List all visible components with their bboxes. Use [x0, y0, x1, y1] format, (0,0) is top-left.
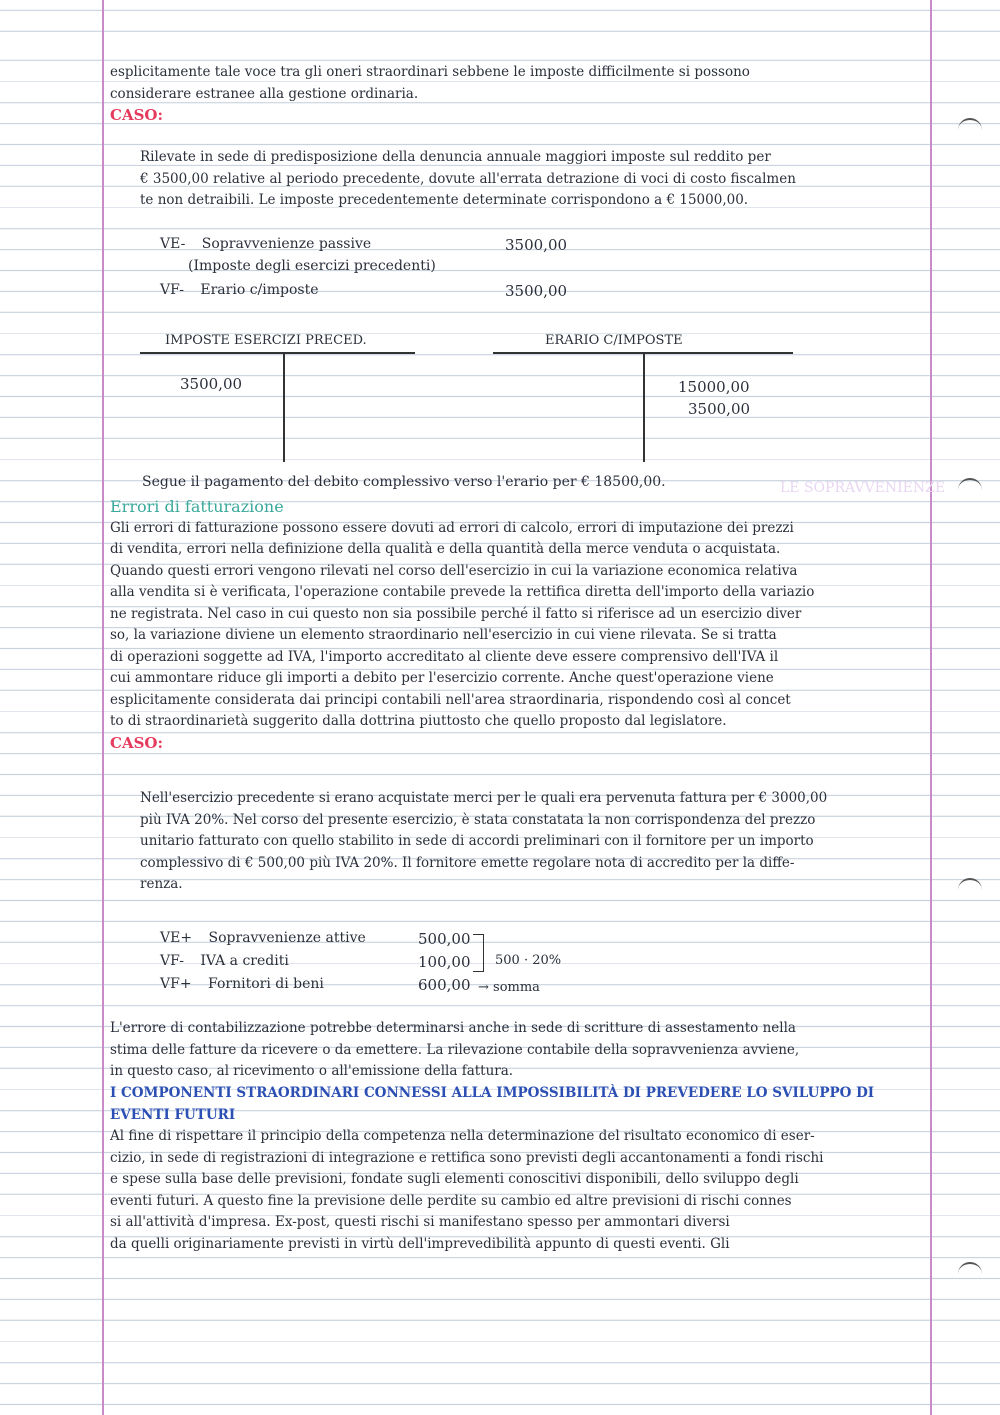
- caso2-entry-row: [160, 976, 324, 992]
- errore-line: in questo caso, al ricevimento o all'emissione della fattura.: [110, 1063, 514, 1079]
- intro-line-2: considerare estranee alla gestione ordinaria.: [110, 85, 419, 102]
- componenti-line: Al fine di rispettare il principio della competenza nella determinazione del risultato economico di eser-: [110, 1128, 815, 1144]
- entry-amount: 600,00: [418, 976, 471, 994]
- intro-line-1: esplicitamente tale voce tra gli oneri straordinari sebbene le imposte difficilmente si possono: [110, 64, 750, 80]
- entry-account: Sopravvenienze passive: [201, 236, 372, 252]
- errori-line: Quando questi errori vengono rilevati nel corso dell'esercizio in cui la variazione economica relativa: [110, 562, 798, 579]
- entry-code: VF-: [160, 953, 184, 969]
- intro-paragraph: [110, 62, 925, 127]
- componenti-line: cizio, in sede di registrazioni di integrazione e rettifica sono previsti degli accantonamenti a fondi rischi: [110, 1149, 824, 1166]
- errori-line: to di straordinarietà suggerito dalla dottrina piuttosto che quello proposto dal legislatore.: [110, 713, 727, 729]
- errori-line: esplicitamente considerata dai principi contabili nell'area straordinaria, rispondendo così al concet: [110, 691, 791, 708]
- caso2-line: complessivo di € 500,00 più IVA 20%. Il fornitore emette regolare nota di accredito per la diffe-: [140, 854, 795, 871]
- caso-label-2: CASO:: [110, 733, 164, 752]
- t-account-debit: 3500,00: [180, 375, 243, 393]
- componenti-line: e spese sulla base delle previsioni, fondate sugli elementi conoscitivi disponibili, dello sviluppo degli: [110, 1171, 799, 1187]
- right-margin-line: [930, 0, 932, 1415]
- caso2-line: più IVA 20%. Nel corso del presente esercizio, è stata constatata la non corrispondenza del prezzo: [140, 811, 816, 828]
- punch-hole-3: [958, 878, 982, 894]
- caso1-line: Rilevate in sede di predisposizione della denuncia annuale maggiori imposte sul reddito per: [140, 149, 771, 165]
- errori-line: ne registrata. Nel caso in cui questo non sia possibile perché il fatto si riferisce ad un esercizio diver: [110, 605, 802, 622]
- errori-line: di vendita, errori nella definizione della qualità e della quantità della merce venduta o acquistata.: [110, 541, 781, 557]
- t-account-title-left: IMPOSTE ESERCIZI PRECED.: [165, 333, 367, 348]
- componenti-line: eventi futuri. A questo fine la previsione delle perdite su cambio ed altre previsioni di rischi connes: [110, 1192, 792, 1209]
- entry-code: VF-: [160, 282, 184, 298]
- caso2-line: Nell'esercizio precedente si erano acquistate merci per le quali era pervenuta fattura per € 3000,00: [140, 790, 828, 806]
- caso1-line: € 3500,00 relative al periodo precedente, dovute all'errata detrazione di voci di costo fiscalmen: [140, 170, 796, 187]
- entry-amount: 3500,00: [505, 236, 568, 254]
- caso2-entry-row: [160, 930, 366, 946]
- caso2-body: [110, 788, 930, 896]
- caso1-follow: Segue il pagamento del debito complessivo verso l'erario per € 18500,00.: [142, 474, 666, 490]
- entry-code: VE-: [160, 236, 186, 252]
- entry-code: VF+: [160, 976, 192, 992]
- t-account-line-left: [140, 352, 415, 354]
- caso1-entry-row: [160, 282, 319, 298]
- note-sum: → somma: [478, 980, 540, 995]
- t-account-title-right: ERARIO C/IMPOSTE: [545, 333, 683, 348]
- entry-account: (Imposte degli esercizi precedenti): [188, 258, 436, 274]
- componenti-line: si all'attività d'impresa. Ex-post, questi rischi si manifestano spesso per ammontari diversi: [110, 1214, 730, 1230]
- errori-line: cui ammontare riduce gli importi a debito per l'esercizio corrente. Anche quest'operazione viene: [110, 670, 774, 686]
- bracket-mark: [473, 934, 484, 972]
- errori-line: alla vendita si è verificata, l'operazione contabile prevede la rettifica diretta dell'importo della variazio: [110, 584, 815, 600]
- errori-section: [110, 496, 925, 754]
- caso1-body: [110, 147, 930, 212]
- caso-label-1: CASO:: [110, 106, 164, 124]
- entry-amount: 3500,00: [505, 282, 568, 300]
- t-account-credit: 3500,00: [688, 400, 751, 418]
- caso2-entry-row: [160, 953, 289, 969]
- entry-account: Erario c/imposte: [200, 282, 319, 298]
- componenti-line: da quelli originariamente previsti in virtù dell'imprevedibilità appunto di questi eventi. Gli: [110, 1235, 730, 1252]
- section-title-componenti: I COMPONENTI STRAORDINARI CONNESSI ALLA IMPOSSIBILITÀ DI PREVEDERE LO SVILUPPO DI EVENTI FUTURI: [110, 1085, 875, 1123]
- componenti-section: [110, 1083, 925, 1255]
- errore-paragraph: [110, 1018, 925, 1083]
- caso1-line: te non detraibili. Le imposte precedentemente determinate corrispondono a € 15000,00.: [140, 192, 749, 208]
- errori-line: Gli errori di fatturazione possono essere dovuti ad errori di calcolo, errori di imputazione dei prezzi: [110, 519, 794, 536]
- section-title-errori: Errori di fatturazione: [110, 497, 284, 516]
- t-account-credit: 15000,00: [678, 378, 750, 396]
- punch-hole-2: [958, 478, 982, 494]
- bleed-through-text: LE SOPRAVVENIENZE: [780, 480, 946, 496]
- entry-amount: 100,00: [418, 953, 471, 971]
- errori-line: di operazioni soggette ad IVA, l'importo accreditato al cliente deve essere comprensivo dell'IVA il: [110, 648, 779, 665]
- t-account-divider-left: [283, 352, 285, 462]
- entry-code: VE+: [160, 930, 193, 946]
- t-account-divider-right: [643, 352, 645, 462]
- errore-line: stima delle fatture da ricevere o da emettere. La rilevazione contabile della sopravvenienza avviene,: [110, 1041, 800, 1058]
- left-margin-line: [102, 0, 104, 1415]
- caso2-line: unitario fatturato con quello stabilito in sede di accordi preliminari con il fornitore per un importo: [140, 833, 814, 849]
- punch-hole-1: [958, 118, 982, 134]
- entry-amount: 500,00: [418, 930, 471, 948]
- caso2-line: renza.: [140, 876, 183, 892]
- entry-account: Fornitori di beni: [208, 976, 324, 992]
- note-calc: 500 · 20%: [495, 953, 562, 968]
- entry-account: IVA a crediti: [200, 953, 289, 969]
- entry-account: Sopravvenienze attive: [208, 930, 366, 946]
- punch-hole-4: [958, 1262, 982, 1278]
- errori-line: so, la variazione diviene un elemento straordinario nell'esercizio in cui viene rilevata. Se si tratta: [110, 627, 777, 643]
- caso1-entry-row: [160, 236, 371, 252]
- errore-line: L'errore di contabilizzazione potrebbe determinarsi anche in sede di scritture di assestamento nella: [110, 1020, 796, 1036]
